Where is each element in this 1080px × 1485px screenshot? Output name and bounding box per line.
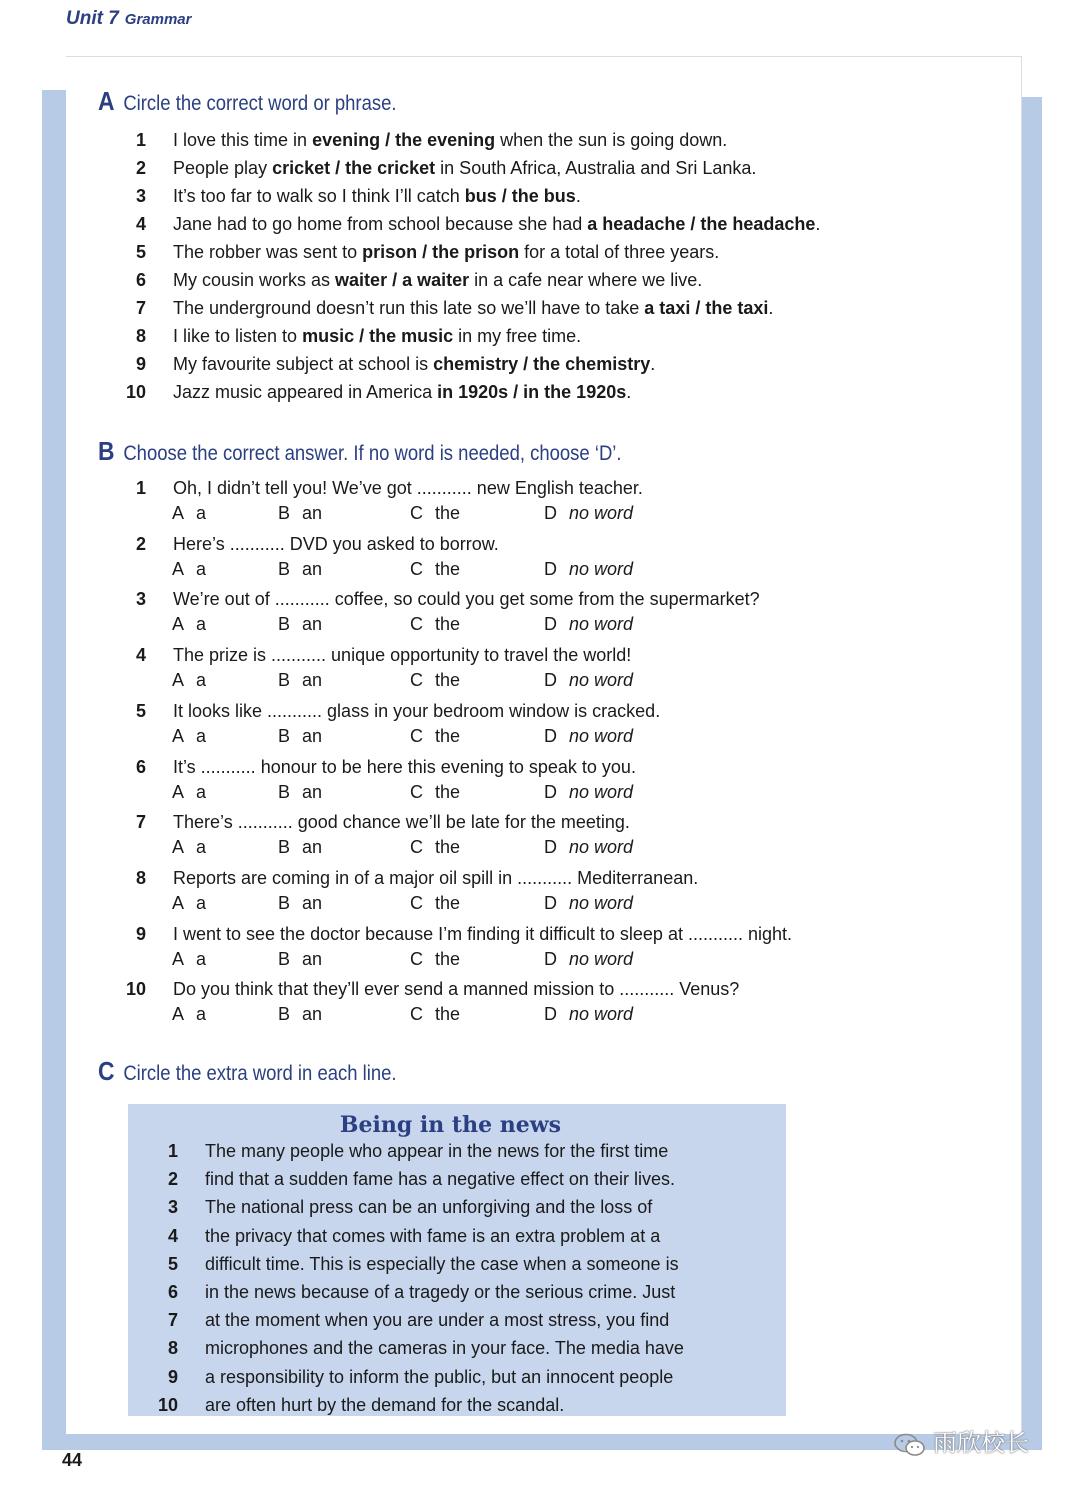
question-text: Oh, I didn’t tell you! We’ve got ........... new English teacher. [173, 478, 643, 498]
sentence-text: . [768, 298, 774, 318]
section-b-question [118, 979, 739, 1000]
option-text: the [435, 1004, 461, 1024]
option-letter: C [410, 837, 423, 857]
option-d[interactable] [544, 614, 633, 635]
section-b-question [118, 812, 630, 833]
option-letter: B [278, 1004, 291, 1024]
option-text: the [435, 670, 461, 690]
option-a[interactable] [172, 949, 206, 970]
section-b-question [118, 868, 698, 889]
text-line [150, 1310, 669, 1331]
option-letter: C [410, 614, 423, 634]
option-c[interactable] [410, 503, 460, 524]
unit-label: Unit 7 [66, 8, 119, 29]
line-text[interactable]: The national press can be an unforgiving and the loss of [205, 1197, 653, 1217]
option-text: the [435, 614, 461, 634]
option-letter: C [410, 893, 423, 913]
line-number: 6 [167, 1282, 178, 1302]
option-a[interactable] [172, 837, 206, 858]
option-a[interactable] [172, 503, 206, 524]
section-a-letter: A [98, 86, 115, 116]
section-c-title [98, 1056, 397, 1087]
question-number: 8 [135, 868, 146, 888]
option-letter: D [544, 614, 557, 634]
question-text: Do you think that they’ll ever send a manned mission to ........... Venus? [173, 979, 740, 999]
option-letter: C [410, 782, 423, 802]
option-letter: A [172, 893, 185, 913]
item-number: 7 [135, 298, 146, 318]
option-text: a [196, 782, 207, 802]
option-text: an [302, 559, 323, 579]
option-text: an [302, 782, 323, 802]
item-number: 4 [135, 214, 146, 234]
section-b-question [118, 701, 660, 722]
option-text: no word [569, 782, 634, 802]
option-d[interactable] [544, 782, 633, 803]
option-letter: C [410, 726, 423, 746]
option-d[interactable] [544, 559, 633, 580]
sentence-text: in my free time. [453, 326, 582, 346]
sentence-text: Jane had to go home from school because she had [173, 214, 588, 234]
option-letter: B [278, 949, 291, 969]
option-text: no word [569, 726, 634, 746]
answer-choice[interactable]: in 1920s / in the 1920s [437, 382, 627, 402]
section-label: Grammar [124, 11, 192, 28]
section-b-question [118, 534, 499, 555]
question-text: There’s ........... good chance we’ll be late for the meeting. [173, 812, 630, 832]
option-c[interactable] [410, 893, 460, 914]
section-a-item [118, 298, 773, 319]
option-c[interactable] [410, 837, 460, 858]
option-b[interactable] [278, 614, 322, 635]
frame-right-border [1020, 97, 1042, 1450]
option-a[interactable] [172, 782, 206, 803]
sentence-text: for a total of three years. [519, 242, 720, 262]
sentence-text: It’s too far to walk so I think I’ll catch [173, 186, 465, 206]
text-box [128, 1104, 786, 1416]
answer-choice[interactable]: music / the music [302, 326, 454, 346]
sentence-text: People play [173, 158, 273, 178]
option-text: no word [569, 1004, 634, 1024]
frame-left-border [42, 90, 68, 1450]
option-text: an [302, 614, 323, 634]
text-line [150, 1169, 675, 1190]
section-a-item [118, 354, 655, 375]
sentence-text: My favourite subject at school is [173, 354, 434, 374]
question-text: I went to see the doctor because I’m finding it difficult to sleep at ........... night. [173, 924, 793, 944]
option-b[interactable] [278, 1004, 322, 1025]
option-text: the [435, 893, 461, 913]
option-text: an [302, 726, 323, 746]
section-b-title [98, 436, 622, 467]
option-b[interactable] [278, 670, 322, 691]
option-letter: A [172, 949, 185, 969]
option-text: the [435, 726, 461, 746]
option-letter: B [278, 670, 291, 690]
option-letter: D [544, 670, 557, 690]
option-letter: B [278, 837, 291, 857]
item-number: 5 [135, 242, 146, 262]
sentence-text: . [815, 214, 821, 234]
option-text: the [435, 559, 461, 579]
line-number: 10 [157, 1395, 178, 1415]
sentence-text: when the sun is going down. [495, 130, 728, 150]
item-number: 10 [125, 382, 146, 402]
question-text: Reports are coming in of a major oil spill in ........... Mediterranean. [173, 868, 699, 888]
answer-choice[interactable]: waiter / a waiter [335, 270, 470, 290]
option-letter: D [544, 1004, 557, 1024]
option-letter: A [172, 670, 185, 690]
option-letter: C [410, 503, 423, 523]
option-text: a [196, 726, 207, 746]
option-c[interactable] [410, 614, 460, 635]
option-text: an [302, 949, 323, 969]
option-text: a [196, 837, 207, 857]
section-c-instruction: Circle the extra word in each line. [123, 1062, 397, 1085]
sentence-text: Jazz music appeared in America [173, 382, 438, 402]
watermark [893, 1423, 1029, 1458]
question-text: We’re out of ........... coffee, so could you get some from the supermarket? [173, 589, 760, 609]
line-text[interactable]: The many people who appear in the news for the first time [205, 1141, 669, 1161]
option-letter: C [410, 949, 423, 969]
sentence-text: The underground doesn’t run this late so we’ll have to take [173, 298, 645, 318]
item-number: 6 [135, 270, 146, 290]
option-text: a [196, 614, 207, 634]
sentence-text: . [575, 186, 581, 206]
option-text: a [196, 1004, 207, 1024]
option-text: a [196, 559, 207, 579]
option-b[interactable] [278, 837, 322, 858]
option-text: a [196, 893, 207, 913]
question-number: 7 [135, 812, 146, 832]
option-b[interactable] [278, 949, 322, 970]
option-text: the [435, 503, 461, 523]
option-letter: B [278, 726, 291, 746]
option-text: no word [569, 949, 634, 969]
question-number: 4 [135, 645, 146, 665]
option-b[interactable] [278, 782, 322, 803]
question-text: It looks like ........... glass in your bedroom window is cracked. [173, 701, 661, 721]
section-b-question [118, 589, 760, 610]
section-a-item [118, 270, 702, 291]
option-c[interactable] [410, 782, 460, 803]
option-letter: A [172, 837, 185, 857]
answer-choice[interactable]: a headache / the headache [587, 214, 816, 234]
option-c[interactable] [410, 726, 460, 747]
option-c[interactable] [410, 949, 460, 970]
section-a-item [118, 382, 631, 403]
text-line [150, 1197, 652, 1218]
option-c[interactable] [410, 670, 460, 691]
option-a[interactable] [172, 614, 206, 635]
option-text: a [196, 503, 207, 523]
option-text: a [196, 949, 207, 969]
section-a-item [118, 130, 727, 151]
option-a[interactable] [172, 559, 206, 580]
option-letter: D [544, 726, 557, 746]
option-letter: C [410, 670, 423, 690]
question-text: Here’s ........... DVD you asked to borrow. [173, 534, 499, 554]
line-number: 5 [167, 1254, 178, 1274]
option-text: an [302, 893, 323, 913]
option-letter: A [172, 782, 185, 802]
watermark-text: 雨欣校长 [933, 1430, 1029, 1457]
question-text: The prize is ........... unique opportunity to travel the world! [173, 645, 632, 665]
option-text: no word [569, 614, 634, 634]
section-a-item [118, 158, 756, 179]
option-d[interactable] [544, 837, 633, 858]
text-line [150, 1141, 668, 1162]
option-text: no word [569, 670, 634, 690]
section-a-item [118, 214, 820, 235]
line-text[interactable]: the privacy that comes with fame is an extra problem at a [205, 1226, 661, 1246]
line-number: 1 [167, 1141, 178, 1161]
sentence-text: . [650, 354, 656, 374]
line-text[interactable]: at the moment when you are under a most stress, you find [205, 1310, 670, 1330]
sentence-text: My cousin works as [173, 270, 336, 290]
option-text: the [435, 782, 461, 802]
option-text: the [435, 949, 461, 969]
option-d[interactable] [544, 503, 633, 524]
answer-choice[interactable]: a taxi / the taxi [644, 298, 769, 318]
option-d[interactable] [544, 670, 633, 691]
line-text[interactable]: microphones and the cameras in your face. The media have [205, 1338, 684, 1358]
option-letter: A [172, 1004, 185, 1024]
answer-choice[interactable]: cricket / the cricket [272, 158, 436, 178]
option-c[interactable] [410, 1004, 460, 1025]
option-letter: B [278, 614, 291, 634]
option-b[interactable] [278, 503, 322, 524]
text-line [150, 1282, 675, 1303]
question-number: 6 [135, 757, 146, 777]
option-text: no word [569, 559, 634, 579]
option-letter: C [410, 1004, 423, 1024]
option-letter: D [544, 782, 557, 802]
option-a[interactable] [172, 726, 206, 747]
answer-choice[interactable]: chemistry / the chemistry [433, 354, 651, 374]
option-letter: B [278, 893, 291, 913]
page-number: 44 [62, 1450, 83, 1470]
option-letter: D [544, 837, 557, 857]
question-text: It’s ........... honour to be here this evening to speak to you. [173, 757, 636, 777]
text-line [150, 1395, 564, 1416]
section-a-item [118, 242, 719, 263]
option-text: no word [569, 837, 634, 857]
text-line [150, 1338, 684, 1359]
option-a[interactable] [172, 1004, 206, 1025]
option-b[interactable] [278, 559, 322, 580]
option-a[interactable] [172, 670, 206, 691]
question-number: 1 [135, 478, 146, 498]
section-b-question [118, 924, 792, 945]
option-d[interactable] [544, 726, 633, 747]
question-number: 10 [125, 979, 146, 999]
option-b[interactable] [278, 726, 322, 747]
question-number: 9 [135, 924, 146, 944]
option-text: an [302, 670, 323, 690]
line-number: 2 [167, 1169, 178, 1189]
option-letter: A [172, 726, 185, 746]
wechat-icon [893, 1433, 927, 1457]
item-number: 9 [135, 354, 146, 374]
option-letter: D [544, 559, 557, 579]
section-b-question [118, 757, 636, 778]
option-letter: C [410, 559, 423, 579]
option-letter: B [278, 782, 291, 802]
sentence-text: in a cafe near where we live. [469, 270, 703, 290]
option-letter: A [172, 559, 185, 579]
section-b-question [118, 645, 631, 666]
option-letter: B [278, 503, 291, 523]
line-number: 9 [167, 1367, 178, 1387]
option-c[interactable] [410, 559, 460, 580]
sentence-text: I love this time in [173, 130, 313, 150]
text-line [150, 1254, 679, 1275]
option-text: no word [569, 503, 634, 523]
text-box-title: Being in the news [339, 1112, 562, 1138]
line-text[interactable]: a responsibility to inform the public, but an innocent people [205, 1367, 674, 1387]
section-b-letter: B [98, 436, 115, 466]
option-a[interactable] [172, 893, 206, 914]
sentence-text: I like to listen to [173, 326, 303, 346]
section-c-letter: C [98, 1056, 115, 1086]
text-line [150, 1367, 673, 1388]
question-number: 5 [135, 701, 146, 721]
option-letter: D [544, 893, 557, 913]
question-number: 2 [135, 534, 146, 554]
item-number: 1 [135, 130, 146, 150]
option-d[interactable] [544, 949, 633, 970]
option-letter: A [172, 503, 185, 523]
item-number: 2 [135, 158, 146, 178]
section-a-item [118, 186, 581, 207]
option-text: an [302, 503, 323, 523]
page-header [66, 8, 191, 30]
text-line [150, 1226, 660, 1247]
line-text[interactable]: in the news because of a tragedy or the serious crime. Just [205, 1282, 676, 1302]
item-number: 8 [135, 326, 146, 346]
line-number: 4 [167, 1226, 178, 1246]
section-b-instruction: Choose the correct answer. If no word is needed, choose ‘D’. [123, 442, 622, 465]
line-text[interactable]: difficult time. This is especially the case when a someone is [205, 1254, 679, 1274]
section-a-instruction: Circle the correct word or phrase. [123, 92, 397, 115]
option-text: no word [569, 893, 634, 913]
item-number: 3 [135, 186, 146, 206]
option-d[interactable] [544, 893, 633, 914]
option-d[interactable] [544, 1004, 633, 1025]
line-number: 3 [167, 1197, 178, 1217]
option-letter: D [544, 949, 557, 969]
option-text: a [196, 670, 207, 690]
line-number: 7 [167, 1310, 178, 1330]
sentence-text: The robber was sent to [173, 242, 363, 262]
answer-choice[interactable]: prison / the prison [362, 242, 520, 262]
option-letter: A [172, 614, 185, 634]
line-text[interactable]: are often hurt by the demand for the scandal. [205, 1395, 565, 1415]
section-b-question [118, 478, 643, 499]
line-text[interactable]: find that a sudden fame has a negative effect on their lives. [205, 1169, 675, 1189]
answer-choice[interactable]: evening / the evening [312, 130, 496, 150]
line-number: 8 [167, 1338, 178, 1358]
option-text: an [302, 1004, 323, 1024]
sentence-text: in South Africa, Australia and Sri Lanka. [435, 158, 757, 178]
option-b[interactable] [278, 893, 322, 914]
sentence-text: . [626, 382, 632, 402]
option-letter: B [278, 559, 291, 579]
question-number: 3 [135, 589, 146, 609]
answer-choice[interactable]: bus / the bus [464, 186, 576, 206]
frame-bottom-border [42, 1432, 1042, 1450]
section-a-item [118, 326, 581, 347]
option-text: an [302, 837, 323, 857]
section-a-title [98, 86, 397, 117]
option-text: the [435, 837, 461, 857]
option-letter: D [544, 503, 557, 523]
